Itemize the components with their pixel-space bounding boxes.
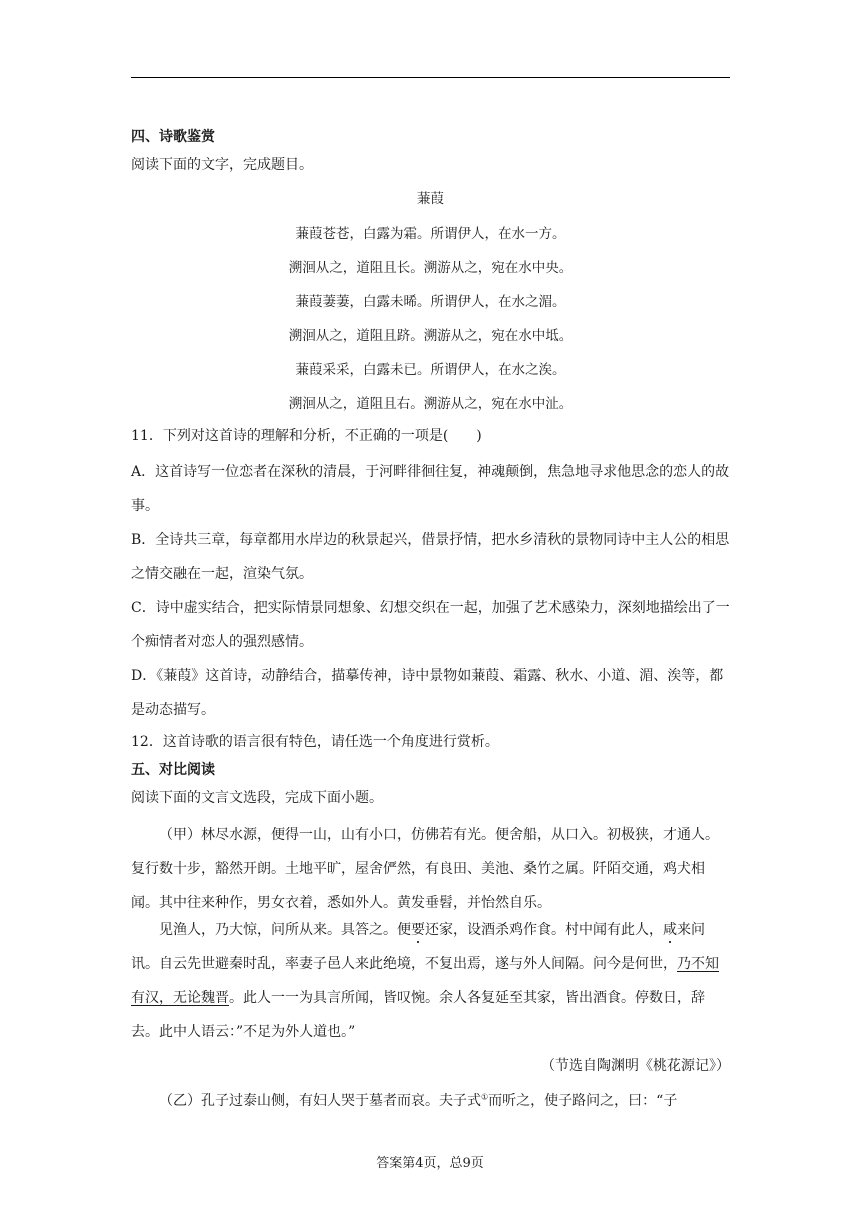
emphasis-dot-char: 咸 xyxy=(663,922,677,938)
question-11: 11．下列对这首诗的理解和分析，不正确的一项是( ) xyxy=(131,428,482,444)
section-4-instruction: 阅读下面的文字，完成题目。 xyxy=(131,157,313,173)
page-footer: 答案第4页，总9页 xyxy=(376,1156,484,1171)
section-4-heading: 四、诗歌鉴赏 xyxy=(131,129,215,145)
poem-line: 蒹葭萋萋，白露未晞。所谓伊人，在水之湄。 xyxy=(295,294,566,310)
emphasis-dot-char: 要 xyxy=(411,922,425,938)
footnote-marker: ① xyxy=(481,1092,489,1102)
passage-text: 还家，设酒杀鸡作食。村中闻有此人， xyxy=(425,922,663,938)
passage-text: 来问讯。自云先世避秦时乱，率妻子邑人来此绝境，不复出焉，遂与外人间隔。问今是何世， xyxy=(131,922,705,972)
question-12: 12．这首诗歌的语言很有特色，请任选一个角度进行赏析。 xyxy=(131,734,499,750)
header-rule xyxy=(131,77,730,78)
q11-option-c: C．诗中虚实结合，把实际情景同想象、幻想交织在一起，加强了艺术感染力，深刻地描绘出了一个痴情者对恋人的强烈感情。 xyxy=(131,600,730,650)
passage-text: （乙）孔子过泰山侧，有妇人哭于墓者而哀。夫子式 xyxy=(159,1093,481,1109)
poem-line: 溯洄从之，道阻且跻。溯游从之，宛在水中坻。 xyxy=(288,328,573,344)
q11-option-a: A．这首诗写一位恋者在深秋的清晨，于河畔徘徊往复，神魂颠倒，焦急地寻求他思念的恋人的故事。 xyxy=(131,464,730,514)
passage-jia-paragraph-1: （甲）林尽水源，便得一山，山有小口，仿佛若有光。便舍船，从口入。初极狭，才通人。复行数十步，豁然开朗。土地平旷，屋舍俨然，有良田、美池、桑竹之属。阡陌交通，鸡犬相闻。其中往来种作，男女衣着，悉如外人。黄发垂髫，并怡然自乐。 xyxy=(131,827,719,911)
poem-line: 溯洄从之，道阻且长。溯游从之，宛在水中央。 xyxy=(288,260,573,276)
passage-jia-paragraph-2 xyxy=(131,913,730,1049)
poem-line: 蒹葭苍苍，白露为霜。所谓伊人，在水一方。 xyxy=(295,226,566,242)
section-5-instruction: 阅读下面的文言文选段，完成下面小题。 xyxy=(131,790,383,806)
q11-option-b: B．全诗共三章，每章都用水岸边的秋景起兴，借景抒情，把水乡清秋的景物同诗中主人公的相思之情交融在一起，渲染气氛。 xyxy=(131,532,730,582)
q11-option-d: D．《蒹葭》这首诗，动静结合，描摹传神，诗中景物如蒹葭、霜露、秋水、小道、湄、涘等，都是动态描写。 xyxy=(131,668,724,718)
passage-text: 而听之，使子路问之，曰：“子 xyxy=(488,1093,678,1109)
passage-yi xyxy=(131,1091,730,1111)
poem-title: 蒹葭 xyxy=(417,191,444,207)
poem-line: 蒹葭采采，白露未已。所谓伊人，在水之涘。 xyxy=(295,362,566,378)
section-5-heading: 五、对比阅读 xyxy=(131,762,215,778)
passage-source: （节选自陶渊明《桃花源记》） xyxy=(541,1058,730,1074)
poem-line: 溯洄从之，道阻且右。溯游从之，宛在水中沚。 xyxy=(288,396,573,412)
passage-text: 。此人一一为具言所闻，皆叹惋。余人各复延至其家，皆出酒食。停数日，辞去。此中人语云：”不足为外人道也。” xyxy=(131,990,705,1040)
underlined-sentence: 乃不知有汉，无论魏晋 xyxy=(131,956,719,1006)
passage-text: 见渔人，乃大惊，问所从来。具答之。便 xyxy=(159,922,411,938)
